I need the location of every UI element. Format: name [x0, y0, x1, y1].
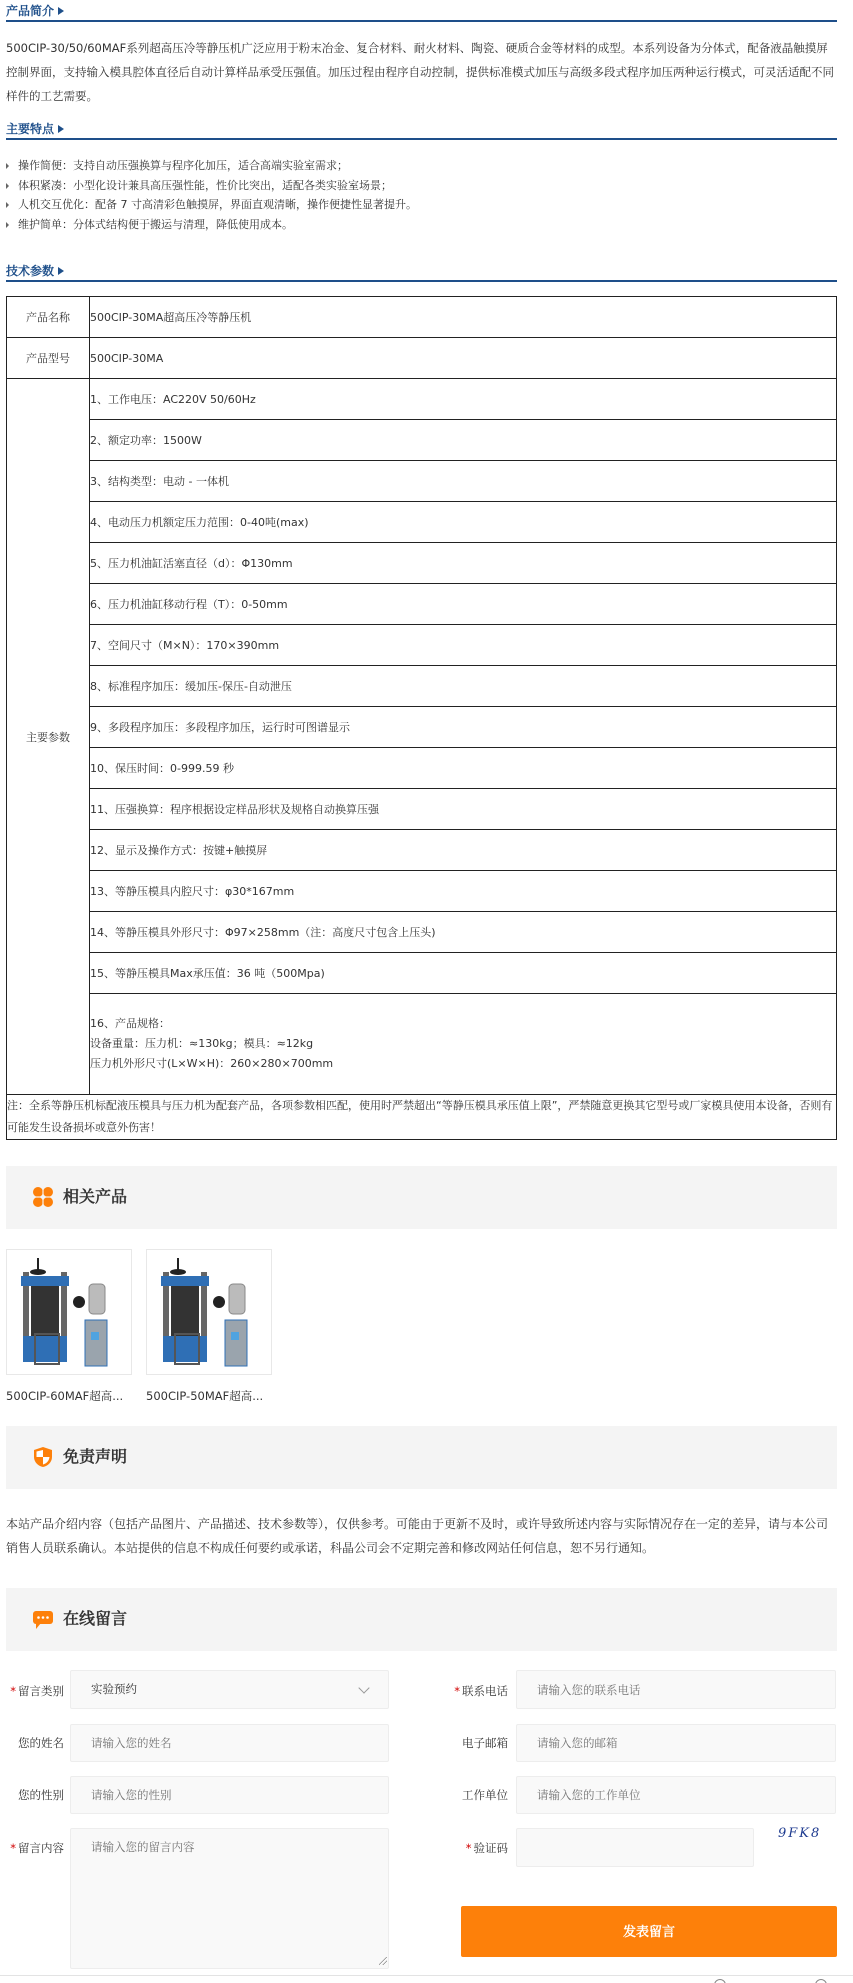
captcha-input[interactable]: [516, 1828, 754, 1867]
spec-param: 7、空间尺寸（M×N）：170×390mm: [90, 625, 837, 666]
press-machine-image: [147, 1250, 272, 1375]
spec-param-specs: [90, 994, 837, 1095]
spec-row-param: [7, 707, 837, 748]
submit-message-button[interactable]: 发表留言: [461, 1906, 837, 1957]
spec-row-param: [7, 748, 837, 789]
footer-circle-icon[interactable]: [714, 1979, 726, 1983]
email-input[interactable]: [516, 1724, 836, 1762]
disclaimer-title: 免责声明: [63, 1447, 128, 1466]
spec-table: [6, 296, 837, 1140]
spec-param: 9、多段程序加压：多段程序加压，运行时可图谱显示: [90, 707, 837, 748]
spec-param: 12、显示及操作方式：按键+触摸屏: [90, 830, 837, 871]
captcha-image[interactable]: 9FK8: [778, 1826, 822, 1841]
company-label: 工作单位: [462, 1788, 508, 1802]
related-product-card[interactable]: [6, 1249, 132, 1404]
category-select[interactable]: [70, 1670, 389, 1709]
spec-param: 13、等静压模具内腔尺寸：φ30*167mm: [90, 871, 837, 912]
required-mark: *: [10, 1684, 16, 1698]
product-image[interactable]: [6, 1249, 132, 1375]
spec-label: 产品型号: [7, 338, 90, 379]
phone-label: [446, 1683, 508, 1699]
captcha-label: [446, 1840, 508, 1856]
spec-label: 产品名称: [7, 297, 90, 338]
spec-param: 4、电动压力机额定压力范围：0-40吨(max): [90, 502, 837, 543]
chat-bubble-icon: [32, 1608, 54, 1630]
shield-icon: [32, 1446, 54, 1468]
message-title: 在线留言: [63, 1609, 128, 1628]
spec-param: 14、等静压模具外形尺寸：Φ97×258mm（注：高度尺寸包含上压头): [90, 912, 837, 953]
spec-label-params: 主要参数: [7, 379, 90, 1095]
spec-row-param: [7, 625, 837, 666]
message-header: [6, 1588, 837, 1651]
feature-item: 维护简单：分体式结构便于搬运与清理，降低使用成本。: [6, 215, 837, 235]
triangle-right-icon: [58, 125, 64, 133]
spec-row-note: [7, 1095, 837, 1140]
spec-value: 500CIP-30MA: [90, 338, 837, 379]
spec-line: 压力机外形尺寸(L×W×H)：260×280×700mm: [90, 1057, 334, 1070]
gender-label: 您的性别: [18, 1788, 64, 1802]
phone-input[interactable]: [516, 1670, 836, 1709]
specs-heading-text: 技术参数: [6, 264, 55, 278]
spec-row-name: [7, 297, 837, 338]
spec-param: 6、压力机油缸移动行程（T）：0-50mm: [90, 584, 837, 625]
required-mark: *: [465, 1841, 472, 1855]
email-label: 电子邮箱: [462, 1736, 508, 1750]
product-caption[interactable]: 500CIP-60MAF超高...: [6, 1389, 124, 1403]
spec-param: 3、结构类型：电动 - 一体机: [90, 461, 837, 502]
gender-input[interactable]: [70, 1776, 389, 1814]
section-heading-specs: [6, 260, 837, 282]
spec-row-param: [7, 461, 837, 502]
spec-row-param: [7, 502, 837, 543]
triangle-right-icon: [58, 7, 64, 15]
phone-label-text: 联系电话: [462, 1684, 508, 1698]
content-textarea[interactable]: [70, 1828, 389, 1969]
triangle-right-icon: [58, 267, 64, 275]
category-select-value: 实验预约: [91, 1682, 137, 1696]
required-mark: *: [10, 1841, 16, 1855]
captcha-label-text: 验证码: [473, 1841, 508, 1855]
product-caption[interactable]: 500CIP-50MAF超高...: [146, 1389, 264, 1403]
clover-icon: [32, 1186, 54, 1208]
required-mark: *: [454, 1684, 460, 1698]
disclaimer-text: 本站产品介绍内容（包括产品图片、产品描述、技术参数等），仅供参考。可能由于更新不及时，或许导致所述内容与实际情况存在一定的差异，请与本公司销售人员联系确认。本站提供的信息不构成任何要约或承诺，科晶公司会不定期完善和修改网站任何信息，恕不另行通知。: [6, 1517, 829, 1555]
feature-item: 体积紧凑：小型化设计兼具高压强性能，性价比突出，适配各类实验室场景；: [6, 176, 837, 196]
category-label: [6, 1683, 64, 1699]
chevron-down-icon: [358, 1682, 369, 1693]
spec-param: 15、等静压模具Max承压值：36 吨（500Mpa): [90, 953, 837, 994]
related-products-title: 相关产品: [63, 1187, 128, 1206]
related-products-header: [6, 1166, 837, 1229]
spec-row-param: [7, 953, 837, 994]
spec-param: 11、压强换算：程序根据设定样品形状及规格自动换算压强: [90, 789, 837, 830]
category-label-text: 留言类别: [18, 1684, 64, 1698]
feature-item: 操作简便：支持自动压强换算与程序化加压，适合高端实验室需求；: [6, 156, 837, 176]
feature-item: 人机交互优化：配备 7 寸高清彩色触摸屏，界面直观清晰，操作便捷性显著提升。: [6, 195, 837, 215]
footer-circle-icon[interactable]: [815, 1979, 827, 1983]
spec-row-param: [7, 789, 837, 830]
spec-row-param: [7, 379, 837, 420]
spec-line: 16、产品规格：: [90, 1017, 170, 1030]
spec-value: 500CIP-30MA超高压冷等静压机: [90, 297, 837, 338]
name-label: 您的姓名: [18, 1736, 64, 1750]
section-heading-features: [6, 118, 837, 140]
content-label-text: 留言内容: [18, 1841, 64, 1855]
spec-row-param: [7, 994, 837, 1095]
section-heading-intro: [6, 0, 837, 22]
product-image[interactable]: [146, 1249, 272, 1375]
footer-divider: [0, 1975, 853, 1976]
spec-param: 5、压力机油缸活塞直径（d）：Φ130mm: [90, 543, 837, 584]
resize-grip-icon[interactable]: [379, 1957, 387, 1965]
spec-row-param: [7, 830, 837, 871]
intro-heading-text: 产品简介: [6, 4, 55, 18]
disclaimer-header: [6, 1426, 837, 1489]
related-product-card[interactable]: [146, 1249, 272, 1404]
spec-row-param: [7, 543, 837, 584]
spec-row-param: [7, 420, 837, 461]
spec-param: 2、额定功率：1500W: [90, 420, 837, 461]
spec-param: 8、标准程序加压：缓加压-保压-自动泄压: [90, 666, 837, 707]
spec-note: 注：全系等静压机标配液压模具与压力机为配套产品，各项参数相匹配，使用时严禁超出“等静压模具承压值上限”，严禁随意更换其它型号或厂家模具使用本设备，否则有可能发生设备损坏或意外伤害！: [7, 1095, 837, 1140]
spec-row-param: [7, 871, 837, 912]
features-heading-text: 主要特点: [6, 122, 55, 136]
press-machine-image: [7, 1250, 132, 1375]
spec-row-param: [7, 584, 837, 625]
spec-row-model: [7, 338, 837, 379]
intro-paragraph: 500CIP-30/50/60MAF系列超高压冷等静压机广泛应用于粉末冶金、复合材料、耐火材料、陶瓷、硬质合金等材料的成型。本系列设备为分体式，配备液晶触摸屏控制界面，支持输入模具腔体直径后自动计算样品承受压强值。加压过程由程序自动控制，提供标准模式加压与高级多段式程序加压两种运行模式，可灵活适配不同样件的工艺需要。: [6, 41, 834, 103]
spec-row-param: [7, 666, 837, 707]
spec-param: 1、工作电压：AC220V 50/60Hz: [90, 379, 837, 420]
spec-line: 设备重量：压力机：≈130kg；模具：≈12kg: [90, 1037, 314, 1050]
name-input[interactable]: [70, 1724, 389, 1762]
features-list: [6, 156, 837, 234]
spec-param: 10、保压时间：0-999.59 秒: [90, 748, 837, 789]
spec-row-param: [7, 912, 837, 953]
company-input[interactable]: [516, 1776, 836, 1814]
content-label: [6, 1840, 64, 1856]
